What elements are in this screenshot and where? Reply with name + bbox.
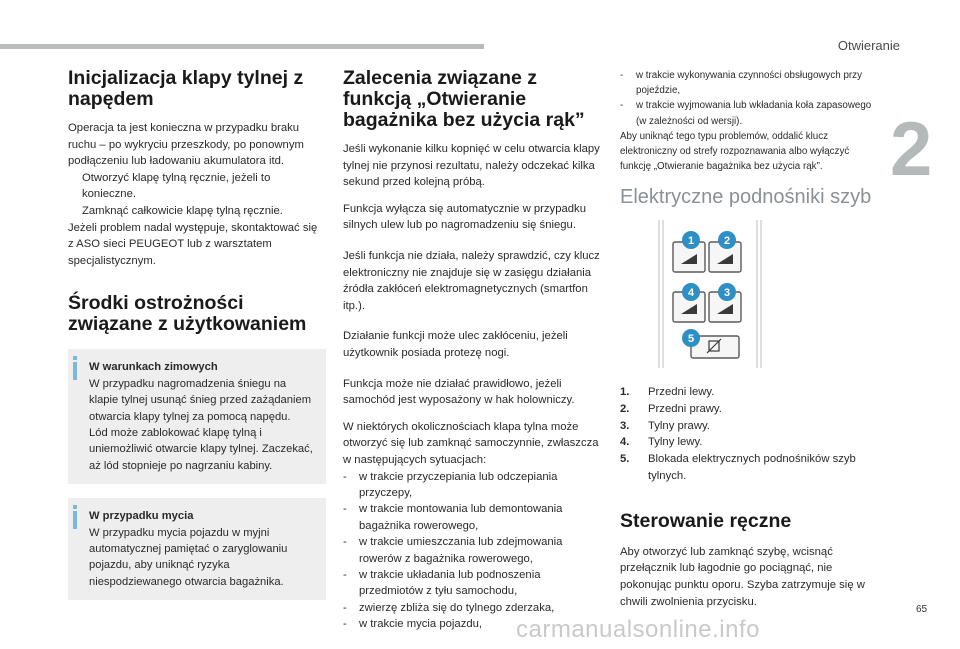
column-3-lower — [620, 384, 882, 620]
winter-text-2: Lód może zablokować klapę tylną i uniemożliwić otwarcie klapy tylnej. Zaczekać, aż lód stopnieje po nagrzaniu kabiny. — [89, 426, 313, 472]
wash-text: W przypadku mycia pojazdu w myjni automatycznej pamiętać o zaryglowaniu pojazdu, aby uniknąć ryzyka niespodziewanego otwarcia bagażnika. — [89, 526, 288, 588]
list-item: - w trakcie wykonywania czynności obsługowych przy pojeździe, — [620, 70, 862, 97]
svg-text:1: 1 — [687, 235, 695, 247]
column-3 — [620, 68, 882, 209]
winter-text: W przypadku nagromadzenia śniegu na klapie tylnej usunąć śnieg przed zażądaniem otwarcia klapy tylnej za pomocą napędu. — [89, 377, 312, 423]
rec-p3: Jeśli funkcja nie działa, należy sprawdzić, czy klucz elektroniczny nie znajduje się w zasięgu działania źródła zakłóceń elektromagnetycznych (smartfon itp.). — [343, 249, 600, 312]
precautions-title: Środki ostrożności związane z użytkowaniem — [68, 292, 307, 336]
chapter-number: 2 — [890, 107, 933, 192]
switch-legend-list — [620, 384, 882, 485]
svg-text:2: 2 — [723, 235, 731, 247]
recommendations-title: Zalecenia związane z funkcją „Otwieranie bagażnika bez użycia rąk” — [343, 67, 585, 131]
wash-infobox — [68, 498, 326, 600]
list-item: 3. Tylny prawy. — [620, 419, 710, 432]
list-item: - w trakcie układania lub podnoszenia przedmiotów z tyłu samochodu, — [343, 568, 541, 598]
callout-3-icon — [718, 283, 736, 301]
svg-text:5: 5 — [687, 333, 695, 345]
init-text: Operacja ta jest konieczna w przypadku braku ruchu – po wykryciu przeszkody, po ponownym podłączeniu lub ładowaniu akumulatora itd. — [68, 122, 304, 168]
manual-text: Aby otworzyć lub zamknąć szybę, wcisnąć przełącznik lub łagodnie go pociągnąć, nie pokonując punktu oporu. Szyba zatrzymuje się w chwili zwolnienia przycisku. — [620, 545, 865, 608]
watermark: carmanualsonline.info — [516, 616, 760, 643]
list-item: - zwierzę zbliża się do tylnego zderzaka, — [343, 601, 555, 614]
svg-text:3: 3 — [723, 287, 731, 299]
page-number: 65 — [916, 604, 928, 615]
rec-p2: Funkcja wyłącza się automatycznie w przypadku silnych ulew lub po nagromadzeniu się śniegu. — [343, 202, 586, 232]
callout-1-icon — [682, 231, 700, 249]
rec-p6: W niektórych okolicznościach klapa tylna może otworzyć się lub zamknąć samoczynnie, zwłaszcza w następujących sytuacjach: — [343, 420, 599, 466]
rec-p5: Funkcja może nie działać prawidłowo, jeżeli samochód jest wyposażony w hak holowniczy. — [343, 377, 575, 407]
winter-infobox — [68, 349, 326, 484]
init-bullet-1: Otworzyć klapę tylną ręcznie, jeżeli to konieczne. — [82, 171, 271, 201]
list-item: 4. Tylny lewy. — [620, 436, 703, 449]
column-1 — [68, 68, 326, 600]
list-item: - w trakcie umieszczania lub zdejmowania rowerów z bagażnika rowerowego, — [343, 536, 563, 565]
svg-text:4: 4 — [687, 287, 695, 299]
wash-title: W przypadku mycia — [89, 510, 194, 523]
init-bullet-2: Zamknąć całkowicie klapę tylną ręcznie. — [82, 204, 283, 217]
column-2 — [343, 68, 605, 633]
window-switch-panel-illustration — [655, 220, 765, 368]
info-icon — [73, 511, 77, 529]
windows-title: Elektryczne podnośniki szyb — [620, 186, 872, 209]
chapter-label: Otwieranie — [837, 38, 900, 53]
init-text-2: Jeżeli problem nadal występuje, skontaktować się z ASO sieci PEUGEOT lub z warsztatem specjalistycznym. — [68, 221, 318, 267]
manual-title: Sterowanie ręczne — [620, 509, 792, 532]
callout-4-icon — [682, 283, 700, 301]
info-icon — [73, 362, 77, 380]
rec-p4: Działanie funkcji może ulec zakłóceniu, jeżeli użytkownik posiada protezę nogi. — [343, 330, 568, 359]
rec-p1: Jeśli wykonanie kilku kopnięć w celu otwarcia klapy tylnej nie przynosi rezultatu, należy odczekać kilka sekund przed kolejną próbą. — [343, 143, 600, 189]
header-bar — [0, 44, 484, 49]
winter-title: W warunkach zimowych — [89, 361, 218, 374]
list-item: 2. Przedni prawy. — [620, 402, 722, 415]
list-item: 1. Przedni lewy. — [620, 386, 715, 398]
init-title: Inicjalizacja klapy tylnej z napędem — [68, 67, 304, 110]
callout-5-icon — [682, 329, 700, 347]
list-item: - w trakcie mycia pojazdu, — [343, 618, 483, 631]
list-item: 5. Blokada elektrycznych podnośników szyb tylnych. — [620, 453, 856, 482]
list-item: - w trakcie montowania lub demontowania bagażnika rowerowego, — [343, 503, 563, 532]
avoid-note: Aby uniknąć tego typu problemów, oddalić klucz elektroniczny od strefy rozpoznawania albo wyłączyć funkcję „Otwieranie bagażnika bez użycia rąk”. — [620, 130, 850, 173]
list-item: - w trakcie wyjmowania lub wkładania koła zapasowego (w zależności od wersji). — [620, 100, 872, 127]
callout-2-icon — [718, 231, 736, 249]
list-item: - w trakcie przyczepiania lub odczepiania przyczepy, — [343, 470, 558, 499]
